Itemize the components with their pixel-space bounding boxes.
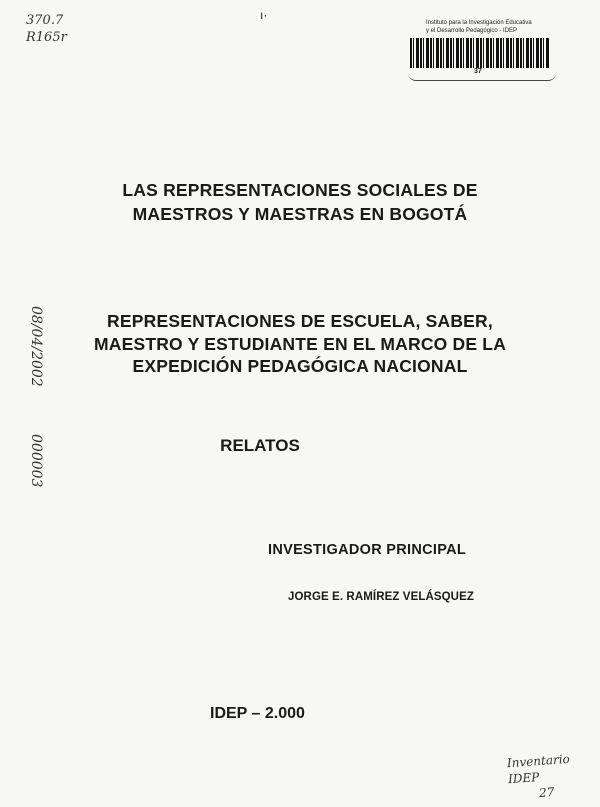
classification-number: 370.7 xyxy=(26,13,64,28)
stamp-institution-line2: y el Desarrollo Pedagógico - IDEP xyxy=(426,28,518,34)
subtitle-line2: MAESTRO Y ESTUDIANTE EN EL MARCO DE LA xyxy=(93,333,507,354)
barcode-number: 37 xyxy=(474,68,482,75)
title-line1: LAS REPRESENTACIONES SOCIALES DE xyxy=(122,180,478,200)
title-line2: MAESTROS Y MAESTRAS EN BOGOTÁ xyxy=(132,204,468,224)
side-date: 08/04/2002 xyxy=(28,306,44,387)
side-number: 000003 xyxy=(28,434,44,488)
subtitle-line1: REPRESENTACIONES DE ESCUELA, SABER, xyxy=(107,311,493,331)
document-subtitle xyxy=(30,310,570,378)
section-heading: RELATOS xyxy=(220,436,300,455)
investigator-label: INVESTIGADOR PRINCIPAL xyxy=(268,542,467,558)
scan-mark: ı· xyxy=(260,8,268,22)
inventory-note xyxy=(506,749,600,803)
publisher-year: IDEP – 2.000 xyxy=(210,705,305,722)
stamp-institution-line1: Instituto para la Investigación Educativa xyxy=(426,20,532,26)
investigator-name: JORGE E. RAMÍREZ VELÁSQUEZ xyxy=(288,591,474,603)
inventory-label: Inventario IDEP xyxy=(506,751,571,787)
inventory-number: 27 xyxy=(538,785,555,801)
subtitle-line3: EXPEDICIÓN PEDAGÓGICA NACIONAL xyxy=(132,356,468,376)
barcode xyxy=(410,38,550,68)
library-stamp xyxy=(404,12,554,80)
document-title xyxy=(40,178,560,226)
stamp-border xyxy=(408,68,556,81)
classification-code: R165r xyxy=(26,30,67,45)
handwritten-classification xyxy=(26,12,67,46)
